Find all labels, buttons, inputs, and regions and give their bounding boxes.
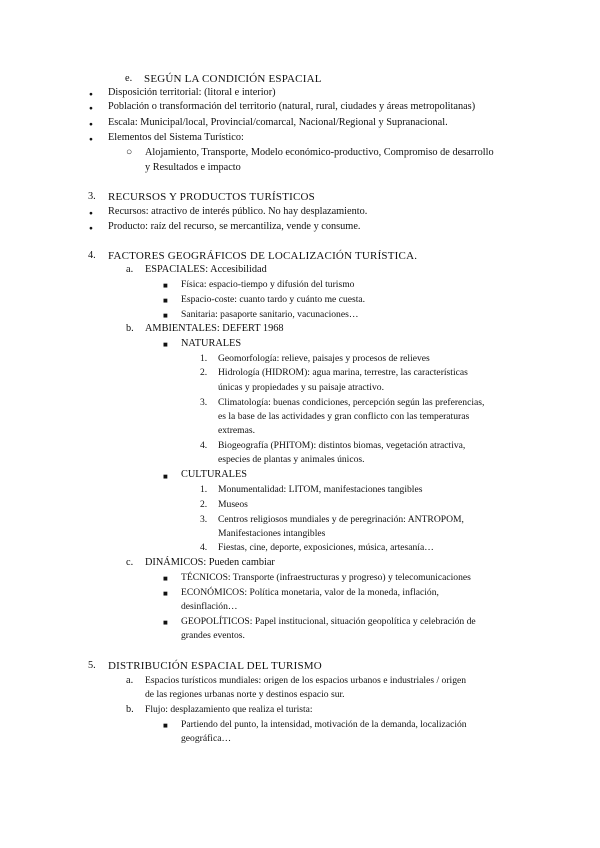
list-item: ECONÓMICOS: Política monetaria, valor de la moneda, inflación, [181,587,439,598]
section-number: 5. [88,660,96,671]
section-heading: DISTRIBUCIÓN ESPACIAL DEL TURISMO [108,660,322,672]
sub-heading-culturales: CULTURALES [181,469,247,480]
list-number: 2. [200,367,208,378]
list-item-continued: es la base de las actividades y gran conflicto con las temperaturas [218,411,470,422]
list-item: Hidrología (HIDROM): agua marina, terrestre, las características [218,367,468,378]
bullet-square: ■ [163,472,168,481]
bullet-dot: ● [89,210,93,217]
list-item: Disposición territorial: (litoral e interior) [108,87,276,98]
list-item-continued: extremas. [218,425,256,436]
bullet-dot: ● [89,105,93,112]
list-number: 2. [200,499,208,510]
list-item-continued: Manifestaciones intangibles [218,528,326,539]
subsection-heading: AMBIENTALES: DEFERT 1968 [145,323,284,334]
list-item-continued: y Resultados e impacto [145,162,241,173]
list-number: 3. [200,514,208,525]
list-item: Población o transformación del territorio (natural, rural, ciudades y áreas metropolitanas) [108,101,476,112]
bullet-circle: ○ [126,147,133,158]
list-item: Monumentalidad: LITOM, manifestaciones tangibles [218,484,423,495]
bullet-square: ■ [163,721,168,730]
list-item-continued: especies de plantas y animales únicos. [218,454,365,465]
list-item-continued: de las regiones urbanas norte y destinos espacio sur. [145,689,345,700]
list-number: 4. [200,542,208,553]
list-marker: a. [126,675,134,686]
section-number: 3. [88,191,96,202]
list-marker: a. [126,264,134,275]
bullet-square: ■ [163,281,168,290]
list-item: Producto: raíz del recurso, se mercantiliza, vende y consume. [108,221,361,232]
bullet-square: ■ [163,618,168,627]
list-item: Fiestas, cine, deporte, exposiciones, música, artesanía… [218,542,434,553]
bullet-dot: ● [89,91,93,98]
list-item: Espacios turísticos mundiales: origen de los espacios urbanos e industriales / origen [145,675,467,686]
section-heading: RECURSOS Y PRODUCTOS TURÍSTICOS [108,191,315,203]
list-item: Partiendo del punto, la intensidad, motivación de la demanda, localización [181,719,467,730]
bullet-square: ■ [163,340,168,349]
list-number: 1. [200,484,208,495]
bullet-dot: ● [89,136,93,143]
section-number: 4. [88,250,96,261]
list-item: Escala: Municipal/local, Provincial/comarcal, Nacional/Regional y Supranacional. [108,117,448,128]
bullet-dot: ● [89,121,93,128]
section-heading: SEGÚN LA CONDICIÓN ESPACIAL [144,73,322,85]
bullet-square: ■ [163,296,168,305]
list-item: Centros religiosos mundiales y de peregrinación: ANTROPOM, [218,514,464,525]
list-item: TÉCNICOS: Transporte (infraestructuras y progreso) y telecomunicaciones [181,572,471,583]
list-item-continued: únicas y propiedades y su paisaje atractivo. [218,382,384,393]
subsection-heading: Flujo: desplazamiento que realiza el turista: [145,704,313,715]
list-item: Alojamiento, Transporte, Modelo económico-productivo, Compromiso de desarrollo [145,147,494,158]
list-item: Elementos del Sistema Turístico: [108,132,244,143]
list-marker: b. [126,323,134,334]
list-item-continued: geográfica… [181,733,232,744]
list-item: Espacio-coste: cuanto tardo y cuánto me cuesta. [181,294,366,305]
list-item-continued: desinflación… [181,601,238,612]
list-number: 1. [200,353,208,364]
list-marker: b. [126,704,134,715]
bullet-square: ■ [163,311,168,320]
list-item: Biogeografía (PHITOM): distintos biomas, vegetación atractiva, [218,440,466,451]
list-item: Sanitaria: pasaporte sanitario, vacunaciones… [181,309,359,320]
list-item: Física: espacio-tiempo y difusión del turismo [181,279,355,290]
list-marker: e. [125,73,133,84]
list-marker: c. [126,557,134,568]
bullet-dot: ● [89,225,93,232]
list-number: 4. [200,440,208,451]
subsection-heading: DINÁMICOS: Pueden cambiar [145,557,275,568]
sub-heading-naturales: NATURALES [181,338,242,349]
list-item: Recursos: atractivo de interés público. No hay desplazamiento. [108,206,368,217]
bullet-square: ■ [163,589,168,598]
subsection-heading: ESPACIALES: Accesibilidad [145,264,267,275]
list-item: Geomorfología: relieve, paisajes y procesos de relieves [218,353,430,364]
list-item: GEOPOLÍTICOS: Papel institucional, situación geopolítica y celebración de [181,616,476,627]
bullet-square: ■ [163,574,168,583]
list-number: 3. [200,397,208,408]
list-item: Climatología: buenas condiciones, percepción según las preferencias, [218,397,485,408]
list-item: Museos [218,499,248,510]
list-item-continued: grandes eventos. [181,630,245,641]
section-heading: FACTORES GEOGRÁFICOS DE LOCALIZACIÓN TURÍSTICA. [108,250,418,262]
